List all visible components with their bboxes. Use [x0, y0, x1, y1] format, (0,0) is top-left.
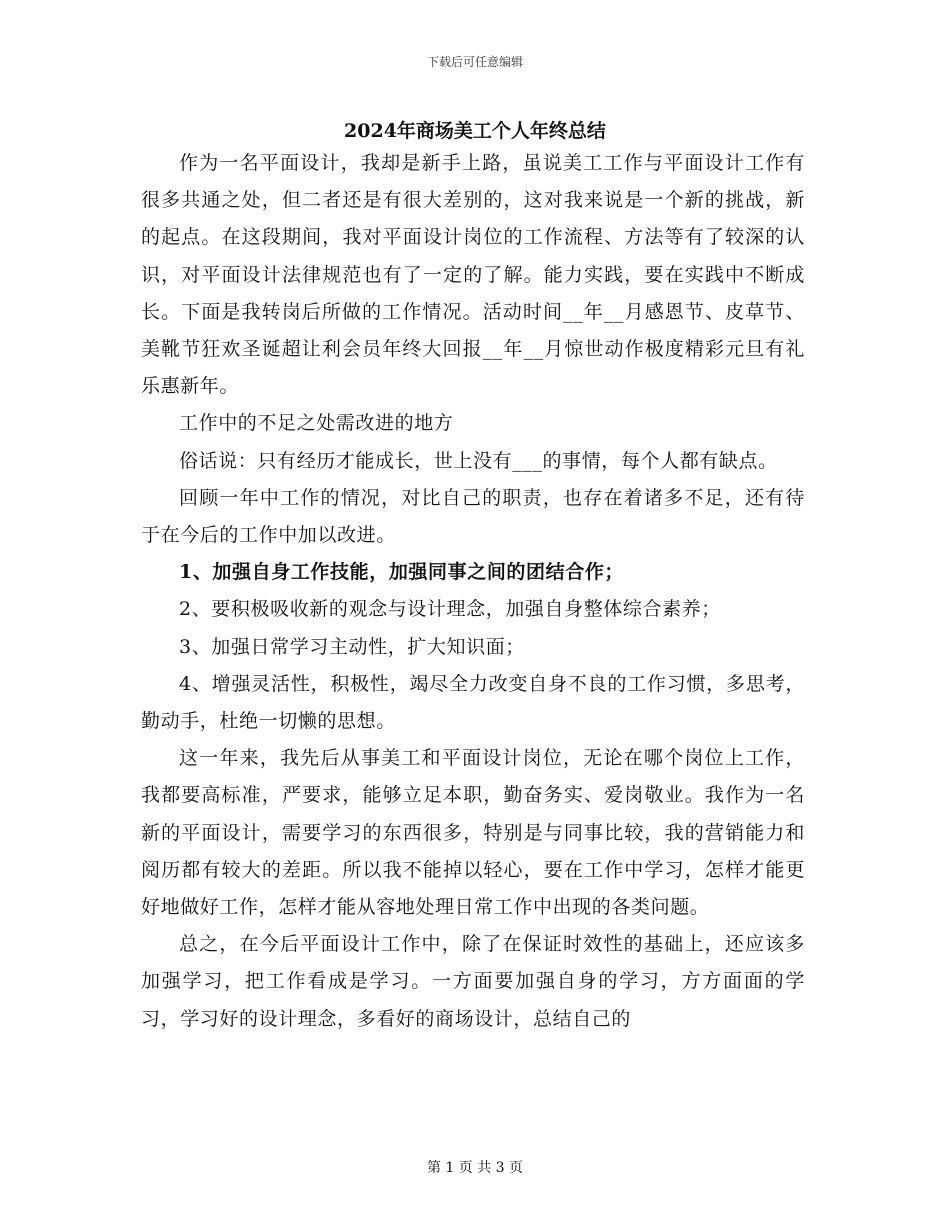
- paragraph: 3、加强日常学习主动性，扩大知识面；: [179, 635, 525, 658]
- paragraph: 总之，在今后平面设计工作中，除了在保证时效性的基础上，还应该多加强学习，把工作看成是学习。一方面要加强自身的学习，方方面面的学习，学习好的设计理念，多看好的商场设计，总结自己的: [141, 933, 805, 1030]
- paragraph: 4、增强灵活性，积极性，竭尽全力改变自身不良的工作习惯，多思考，勤动手，杜绝一切懒的思想。: [141, 672, 805, 733]
- paragraph: 俗话说：只有经历才能成长，世上没有___的事情，每个人都有缺点。: [179, 449, 778, 472]
- document-body: [141, 145, 805, 1038]
- paragraph: 作为一名平面设计，我却是新手上路，虽说美工工作与平面设计工作有很多共通之处，但二者还是有很大差别的，这对我来说是一个新的挑战，新的起点。在这段期间，我对平面设计岗位的工作流程、方法等有了较深的认识，对平面设计法律规范也有了一定的了解。能力实践，要在实践中不断成长。下面是我转岗后所做的工作情况。活动时间__年__月感恩节、皮草节、美靴节狂欢圣诞超让利会员年终大回报__年__月惊世动作极度精彩元旦有礼乐惠新年。: [141, 152, 805, 398]
- header-note: 下载后可任意编辑: [426, 55, 523, 69]
- paragraph: 这一年来，我先后从事美工和平面设计岗位，无论在哪个岗位上工作，我都要高标准，严要求，能够立足本职，勤奋务实、爱岗敬业。我作为一名新的平面设计，需要学习的东西很多，特别是与同事比较，我的营销能力和阅历都有较大的差距。所以我不能掉以轻心，要在工作中学习，怎样才能更好地做好工作，怎样才能从容地处理日常工作中出现的各类问题。: [141, 747, 805, 919]
- paragraph: 1、加强自身工作技能，加强同事之间的团结合作；: [179, 561, 625, 584]
- document-title: 2024年商场美工个人年终总结: [344, 120, 606, 142]
- paragraph: 回顾一年中工作的情况，对比自己的职责，也存在着诸多不足，还有待于在今后的工作中加以改进。: [141, 486, 805, 547]
- page-footer: 第 1 页 共 3 页: [426, 1160, 524, 1176]
- paragraph: 工作中的不足之处需改进的地方: [179, 412, 454, 435]
- paragraph: 2、要积极吸收新的观念与设计理念，加强自身整体综合素养；: [179, 598, 721, 621]
